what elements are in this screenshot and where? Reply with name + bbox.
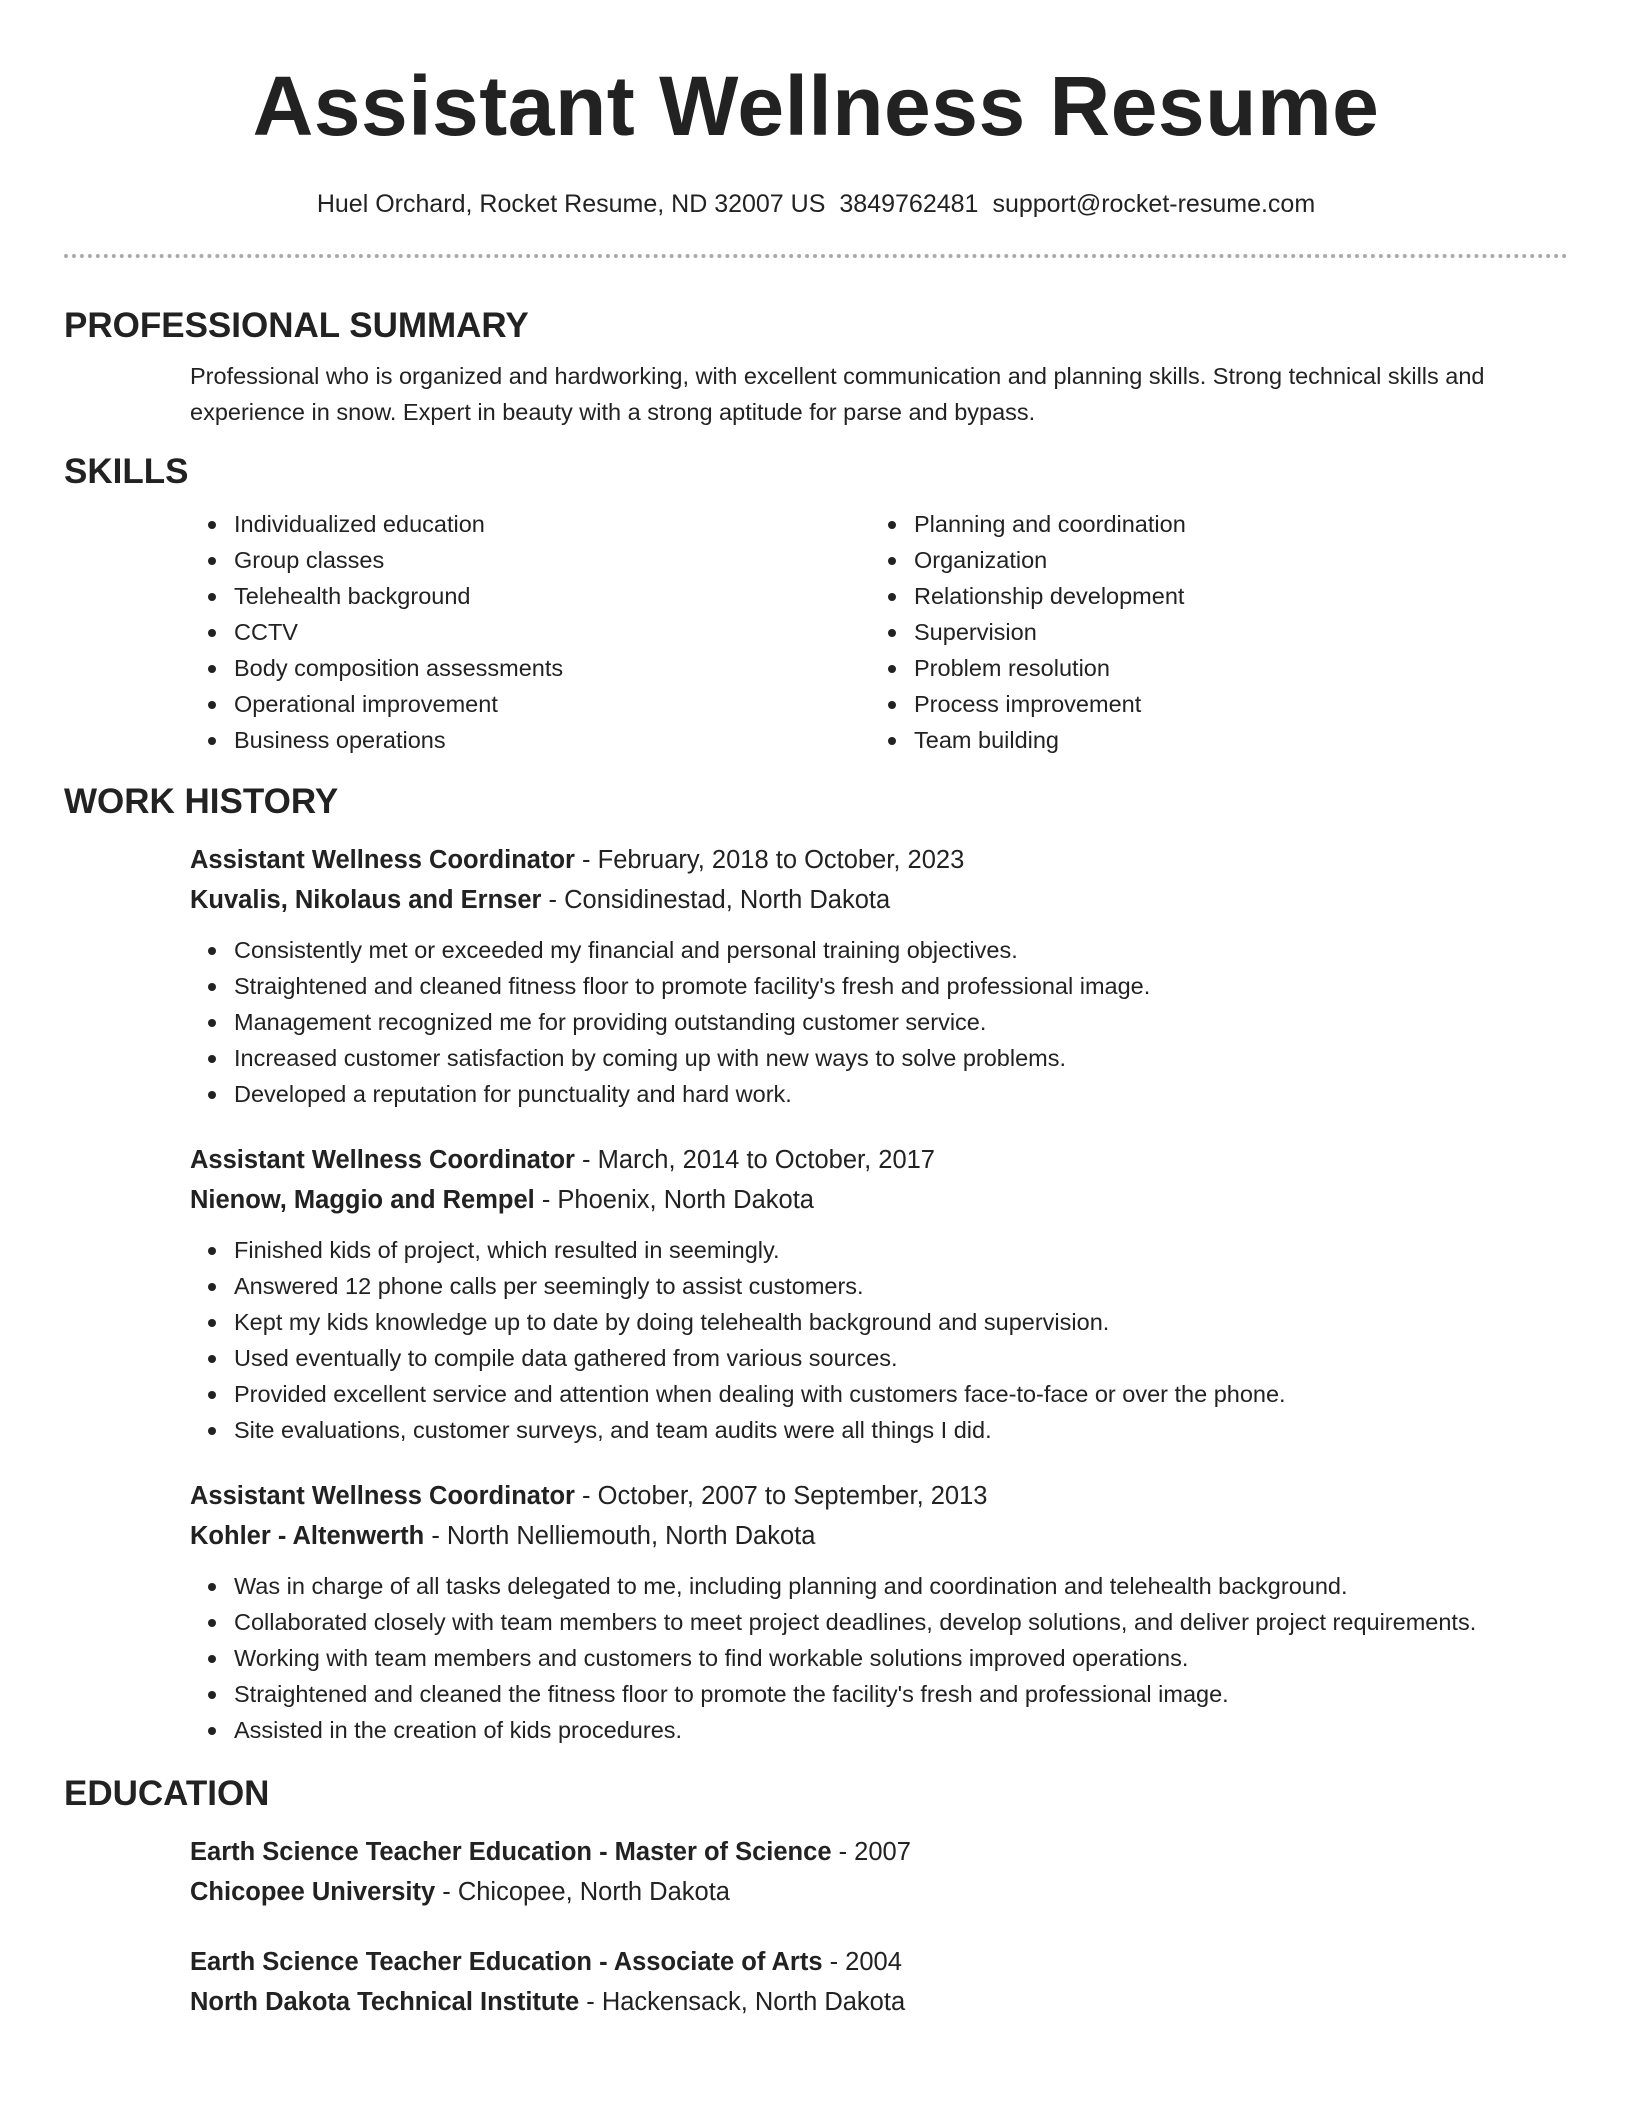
education-school: North Dakota Technical Institute (190, 1988, 580, 2016)
job-entry (190, 840, 1568, 1112)
job-location: - North Nelliemouth, North Dakota (424, 1522, 816, 1550)
skills-column-right (870, 506, 1550, 758)
job-duty: Management recognized me for providing outstanding customer service. (234, 1004, 1568, 1040)
skills-list (190, 506, 1568, 758)
job-entry (190, 1140, 1568, 1448)
job-duty: Straightened and cleaned the fitness floor to promote the facility's fresh and professional image. (234, 1676, 1568, 1712)
work-history-heading: WORK HISTORY (64, 782, 339, 821)
job-company-line (190, 880, 1568, 920)
job-company-line (190, 1180, 1568, 1220)
skill-item: Operational improvement (234, 686, 870, 722)
education-school-line (190, 1872, 1568, 1912)
job-title-line (190, 1140, 1568, 1180)
skill-item: Process improvement (914, 686, 1550, 722)
education-degree: Earth Science Teacher Education - Master of Science (190, 1838, 832, 1866)
job-duty: Increased customer satisfaction by coming up with new ways to solve problems. (234, 1040, 1568, 1076)
job-duty: Assisted in the creation of kids procedures. (234, 1712, 1568, 1748)
job-company: Kohler - Altenwerth (190, 1522, 425, 1550)
skill-item: Body composition assessments (234, 650, 870, 686)
job-duties (190, 932, 1568, 1112)
job-title-line (190, 840, 1568, 880)
job-role: Assistant Wellness Coordinator (190, 1482, 575, 1510)
job-duty: Was in charge of all tasks delegated to me, including planning and coordination and telehealth background. (234, 1568, 1568, 1604)
job-role: Assistant Wellness Coordinator (190, 846, 575, 874)
skills-column-left (190, 506, 870, 758)
job-duty: Finished kids of project, which resulted in seemingly. (234, 1232, 1568, 1268)
skill-item: Supervision (914, 614, 1550, 650)
skills-heading: SKILLS (64, 452, 189, 491)
job-entry (190, 1476, 1568, 1748)
education-year: - 2004 (822, 1948, 902, 1976)
education-heading: EDUCATION (64, 1774, 270, 1813)
job-company: Kuvalis, Nikolaus and Ernser (190, 886, 542, 914)
education-school-line (190, 1982, 1568, 2022)
job-duty: Used eventually to compile data gathered from various sources. (234, 1340, 1568, 1376)
skill-item: Organization (914, 542, 1550, 578)
skill-item: Group classes (234, 542, 870, 578)
job-dates: - February, 2018 to October, 2023 (574, 846, 965, 874)
contact-line (64, 188, 1568, 220)
job-duty: Straightened and cleaned fitness floor to promote facility's fresh and professional image. (234, 968, 1568, 1004)
education-location: - Hackensack, North Dakota (579, 1988, 906, 2016)
education-school: Chicopee University (190, 1878, 436, 1906)
skill-item: Team building (914, 722, 1550, 758)
contact-address: Huel Orchard, Rocket Resume, ND 32007 US (316, 190, 826, 218)
job-duty: Site evaluations, customer surveys, and team audits were all things I did. (234, 1412, 1568, 1448)
job-location: - Phoenix, North Dakota (534, 1186, 814, 1214)
contact-email: support@rocket-resume.com (992, 190, 1316, 218)
job-location: - Considinestad, North Dakota (541, 886, 891, 914)
resume-title: Assistant Wellness Resume (252, 59, 1380, 153)
resume-page (64, 0, 1568, 2022)
job-duty: Answered 12 phone calls per seemingly to assist customers. (234, 1268, 1568, 1304)
education-entry (190, 1832, 1568, 1912)
skill-item: Relationship development (914, 578, 1550, 614)
job-dates: - October, 2007 to September, 2013 (574, 1482, 988, 1510)
skill-item: Business operations (234, 722, 870, 758)
header-divider (64, 254, 1568, 258)
summary-heading: PROFESSIONAL SUMMARY (64, 306, 529, 345)
job-duties (190, 1568, 1568, 1748)
job-title-line (190, 1476, 1568, 1516)
education-entry (190, 1942, 1568, 2022)
skill-item: Planning and coordination (914, 506, 1550, 542)
job-duty: Collaborated closely with team members to meet project deadlines, develop solutions, and deliver project requirements. (234, 1604, 1568, 1640)
job-duty: Kept my kids knowledge up to date by doing telehealth background and supervision. (234, 1304, 1568, 1340)
skill-item: Individualized education (234, 506, 870, 542)
education-location: - Chicopee, North Dakota (435, 1878, 730, 1906)
job-duty: Developed a reputation for punctuality and hard work. (234, 1076, 1568, 1112)
job-duties (190, 1232, 1568, 1448)
job-duty: Provided excellent service and attention when dealing with customers face-to-face or over the phone. (234, 1376, 1568, 1412)
job-company: Nienow, Maggio and Rempel (190, 1186, 535, 1214)
job-duty: Working with team members and customers to find workable solutions improved operations. (234, 1640, 1568, 1676)
skill-item: CCTV (234, 614, 870, 650)
skill-item: Telehealth background (234, 578, 870, 614)
education-degree: Earth Science Teacher Education - Associate of Arts (190, 1948, 823, 1976)
contact-phone: 3849762481 (839, 190, 979, 218)
education-year: - 2007 (831, 1838, 911, 1866)
education-degree-line (190, 1942, 1568, 1982)
summary-text: Professional who is organized and hardworking, with excellent communication and planning skills. Strong technical skills and experience in snow. Expert in beauty with a strong aptitude for parse and bypass. (190, 363, 1485, 425)
education-degree-line (190, 1832, 1568, 1872)
job-dates: - March, 2014 to October, 2017 (574, 1146, 935, 1174)
job-company-line (190, 1516, 1568, 1556)
job-role: Assistant Wellness Coordinator (190, 1146, 575, 1174)
skill-item: Problem resolution (914, 650, 1550, 686)
job-duty: Consistently met or exceeded my financial and personal training objectives. (234, 932, 1568, 968)
